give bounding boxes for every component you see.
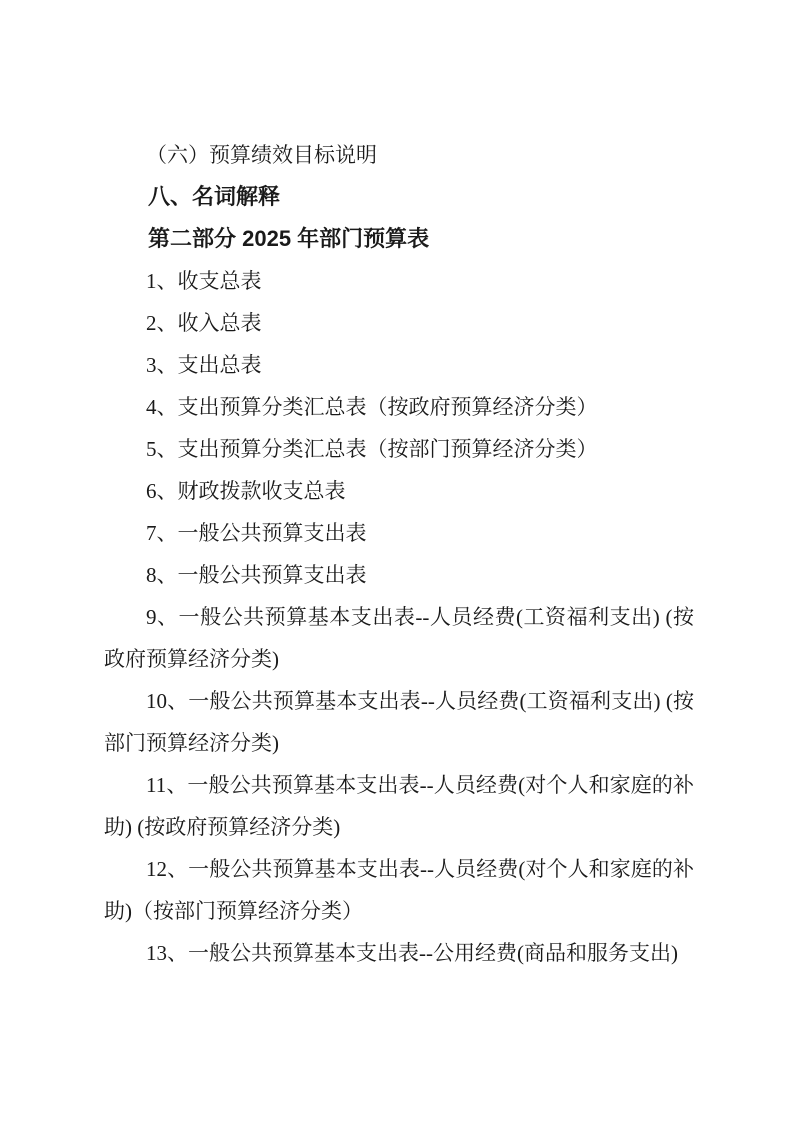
toc-item-5: 5、支出预算分类汇总表（按部门预算经济分类）	[146, 437, 598, 461]
toc-item-6: 6、财政拨款收支总表	[146, 479, 346, 503]
toc-intro-line: （六）预算绩效目标说明	[146, 143, 377, 167]
toc-item-13: 13、一般公共预算基本支出表--公用经费(商品和服务支出)	[146, 941, 678, 965]
toc-item-2: 2、收入总表	[146, 311, 262, 335]
toc-item-12: 12、一般公共预算基本支出表--人员经费(对个人和家庭的补助)（按部门预算经济分类）	[104, 857, 694, 923]
toc-item-3: 3、支出总表	[146, 353, 262, 377]
heading-part-two-budget-tables: 第二部分 2025 年部门预算表	[148, 226, 430, 251]
toc-item-7: 7、一般公共预算支出表	[146, 521, 367, 545]
heading-glossary: 八、名词解释	[148, 184, 281, 209]
toc-item-1: 1、收支总表	[146, 269, 262, 293]
toc-item-8: 8、一般公共预算支出表	[146, 563, 367, 587]
toc-item-11: 11、一般公共预算基本支出表--人员经费(对个人和家庭的补助) (按政府预算经济分类)	[104, 773, 694, 839]
toc-item-4: 4、支出预算分类汇总表（按政府预算经济分类）	[146, 395, 598, 419]
toc-item-10: 10、一般公共预算基本支出表--人员经费(工资福利支出) (按部门预算经济分类)	[104, 689, 694, 755]
toc-item-9: 9、一般公共预算基本支出表--人员经费(工资福利支出) (按政府预算经济分类)	[104, 605, 694, 671]
